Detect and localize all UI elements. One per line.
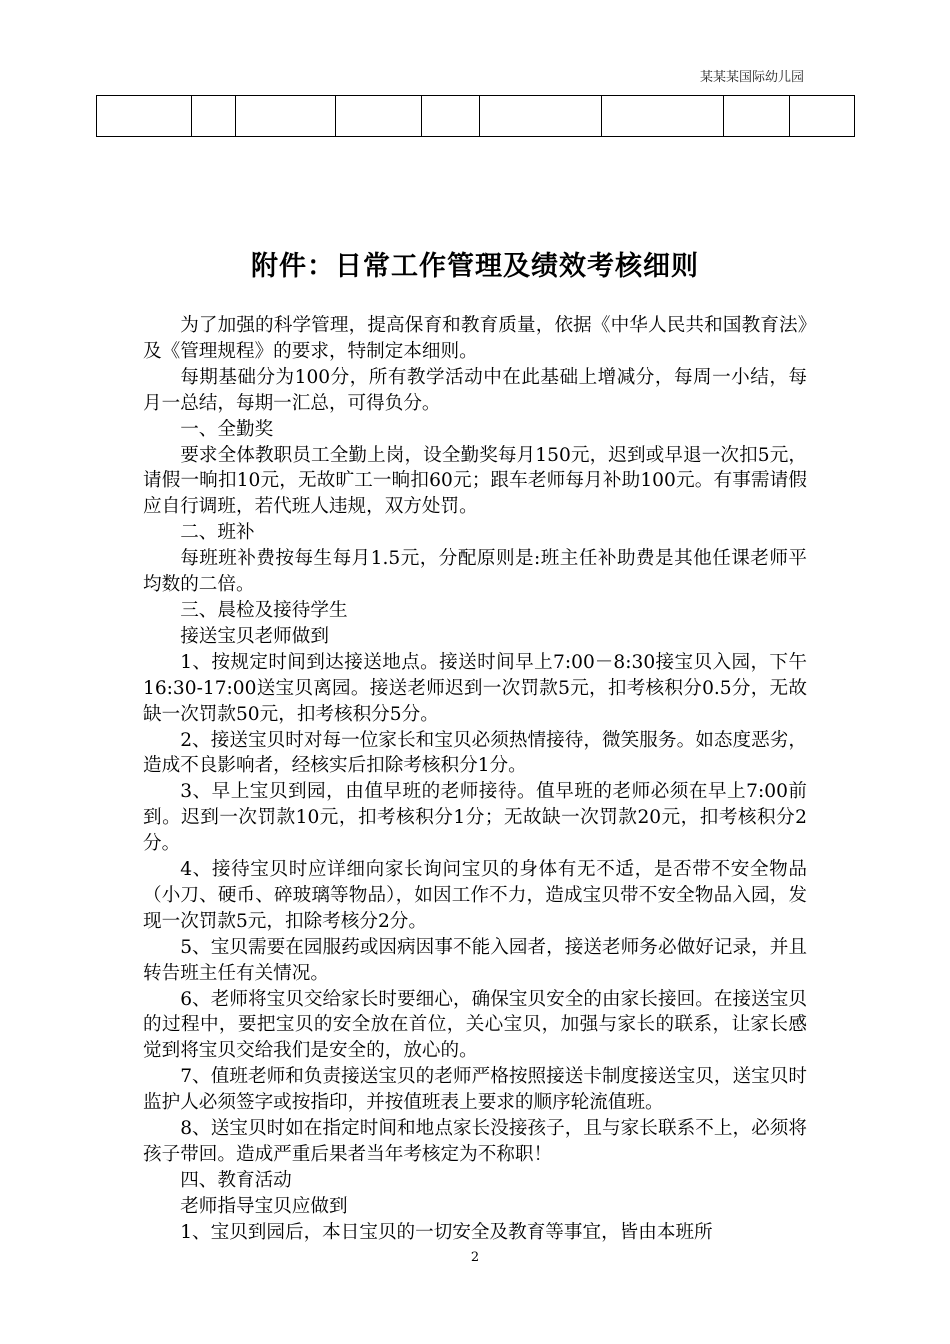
- table-cell: [422, 96, 480, 137]
- page-number: 2: [470, 1250, 480, 1265]
- section-heading: 一、全勤奖: [180, 418, 274, 440]
- table-row: [97, 96, 855, 137]
- table-cell: [336, 96, 422, 137]
- paragraph: 3、早上宝贝到园，由值早班的老师接待。值早班的老师必须在早上7:00前到。迟到一次罚款10元，扣考核积分1分；无故缺一次罚款20元，扣考核积分2分。: [143, 781, 807, 855]
- paragraph: 4、接待宝贝时应详细向家长询问宝贝的身体有无不适，是否带不安全物品（小刀、硬币、碎玻璃等物品），如因工作不力，造成宝贝带不安全物品入园，发现一次罚款5元，扣除考核分2分。: [143, 859, 807, 932]
- table-cell: [724, 96, 790, 137]
- paragraph: 5、宝贝需要在园服药或因病因事不能入园者，接送老师务必做好记录，并且转告班主任有关情况。: [143, 936, 807, 984]
- paragraph: 8、送宝贝时如在指定时间和地点家长没接孩子，且与家长联系不上，必须将孩子带回。造成严重后果者当年考核定为不称职！: [143, 1118, 807, 1165]
- table-cell: [236, 96, 336, 137]
- table-cell: [790, 96, 855, 137]
- section-heading: 三、晨检及接待学生: [180, 599, 348, 621]
- paragraph: 7、值班老师和负责接送宝贝的老师严格按照接送卡制度接送宝贝，送宝贝时监护人必须签字或按指印，并按值班表上要求的顺序轮流值班。: [143, 1066, 807, 1114]
- paragraph: 6、老师将宝贝交给家长时要细心，确保宝贝安全的由家长接回。在接送宝贝的过程中，要把宝贝的安全放在首位，关心宝贝，加强与家长的联系，让家长感觉到将宝贝交给我们是安全的，放心的。: [143, 988, 807, 1062]
- section-heading: 二、班补: [180, 522, 255, 544]
- subheading: 接送宝贝老师做到: [180, 625, 329, 647]
- paragraph: 1、宝贝到园后，本日宝贝的一切安全及教育等事宜，皆由本班所: [180, 1221, 713, 1243]
- paragraph: 1、按规定时间到达接送地点。接送时间早上7:00－8:30接宝贝入园，下午16:30-17:00送宝贝离园。接送老师迟到一次罚款5元，扣考核积分0.5分，无故缺一次罚款50元，扣考核积分5分。: [143, 651, 807, 725]
- table-cell: [192, 96, 236, 137]
- table-cell: [602, 96, 724, 137]
- paragraph: 每班班补费按每生每月1.5元，分配原则是:班主任补助费是其他任课老师平均数的二倍。: [143, 548, 807, 596]
- paragraph: 2、接送宝贝时对每一位家长和宝贝必须热情接待，微笑服务。如态度恶劣，造成不良影响者，经核实后扣除考核积分1分。: [143, 729, 807, 777]
- table-cell: [97, 96, 192, 137]
- paragraph: 每期基础分为100分，所有教学活动中在此基础上增减分，每周一小结，每月一总结，每期一汇总，可得负分。: [143, 366, 807, 414]
- document-body: [143, 313, 807, 1246]
- subheading: 老师指导宝贝应做到: [180, 1195, 348, 1217]
- document-title: 附件：日常工作管理及绩效考核细则: [251, 251, 699, 282]
- table-cell: [480, 96, 602, 137]
- paragraph: 为了加强的科学管理，提高保育和教育质量，依据《中华人民共和国教育法》及《管理规程》的要求，特制定本细则。: [143, 315, 807, 362]
- top-table: [96, 95, 855, 137]
- section-heading: 四、教育活动: [180, 1169, 292, 1191]
- paragraph: 要求全体教职员工全勤上岗，设全勤奖每月150元，迟到或早退一次扣5元，请假一晌扣10元，无故旷工一晌扣60元；跟车老师每月补助100元。有事需请假应自行调班，若代班人违规，双方处罚。: [143, 444, 807, 518]
- header-org-name: 某某某国际幼儿园: [699, 70, 804, 85]
